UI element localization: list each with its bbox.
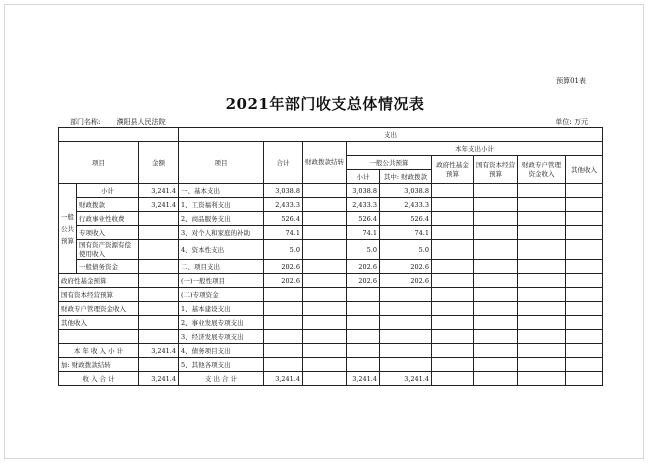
fiscal-special-cell xyxy=(518,212,566,226)
col-amount: 金额 xyxy=(139,142,179,184)
expense-item: 支 出 合 计 xyxy=(179,372,264,386)
general-fiscal: 526.4 xyxy=(380,212,432,226)
general-subtotal: 202.6 xyxy=(347,274,380,288)
fiscal-special-cell xyxy=(518,288,566,302)
expense-item: 4、资本性支出 xyxy=(179,240,264,260)
fiscal-special-cell xyxy=(518,316,566,330)
table-row xyxy=(59,226,603,240)
gov-fund-cell xyxy=(432,372,474,386)
fiscal-special-cell xyxy=(518,184,566,198)
fiscal-special-cell xyxy=(518,198,566,212)
general-fiscal xyxy=(380,288,432,302)
income-item: 其他收入 xyxy=(59,316,139,330)
expense-total xyxy=(264,330,303,344)
dept-label: 部门名称: xyxy=(70,118,101,126)
state-capital-cell xyxy=(474,274,518,288)
general-subtotal xyxy=(347,330,380,344)
fiscal-special-cell xyxy=(518,358,566,372)
fiscal-special-cell xyxy=(518,240,566,260)
expense-total: 3,038.8 xyxy=(264,184,303,198)
general-fiscal xyxy=(380,358,432,372)
state-capital-cell xyxy=(474,198,518,212)
income-item: 一般债务资金 xyxy=(77,260,139,274)
table-row xyxy=(59,316,603,330)
expense-item: 一、基本支出 xyxy=(179,184,264,198)
expense-item: 二、项目支出 xyxy=(179,260,264,274)
other-income-cell xyxy=(566,358,603,372)
state-capital-cell xyxy=(474,184,518,198)
general-subtotal xyxy=(347,344,380,358)
fiscal-special-cell xyxy=(518,226,566,240)
fiscal-transfer-cell xyxy=(303,288,347,302)
table-body xyxy=(59,184,603,386)
table-row xyxy=(59,274,603,288)
income-amount: 3,241.4 xyxy=(139,198,179,212)
col-total: 合计 xyxy=(264,142,303,184)
general-fiscal xyxy=(380,316,432,330)
col-item-out: 项目 xyxy=(179,142,264,184)
expense-item: (二)专项资金 xyxy=(179,288,264,302)
general-fiscal xyxy=(380,330,432,344)
col-sub-total: 小计 xyxy=(347,170,380,184)
expense-total xyxy=(264,316,303,330)
table-row xyxy=(59,240,603,260)
general-subtotal: 202.6 xyxy=(347,260,380,274)
col-gov-fund: 政府性基金预算 xyxy=(432,156,474,184)
general-fiscal xyxy=(380,302,432,316)
other-income-cell xyxy=(566,330,603,344)
general-fiscal: 3,241.4 xyxy=(380,372,432,386)
state-capital-cell xyxy=(474,344,518,358)
gov-fund-cell xyxy=(432,226,474,240)
expense-total xyxy=(264,358,303,372)
expense-total: 3,241.4 xyxy=(264,372,303,386)
expense-total xyxy=(264,344,303,358)
col-general-budget: 一般公共预算 xyxy=(347,156,432,170)
gov-fund-cell xyxy=(432,358,474,372)
expenditure-header: 支出 xyxy=(179,128,603,142)
table-row xyxy=(59,302,603,316)
state-capital-cell xyxy=(474,302,518,316)
income-item: 国有资产资源有偿使用收入 xyxy=(77,240,139,260)
gov-fund-cell xyxy=(432,302,474,316)
table-row xyxy=(59,212,603,226)
gov-fund-cell xyxy=(432,316,474,330)
general-subtotal xyxy=(347,302,380,316)
other-income-cell xyxy=(566,184,603,198)
col-item-in: 项目 xyxy=(59,142,139,184)
income-amount: 3,241.4 xyxy=(139,344,179,358)
income-item: 财政专户管理资金收入 xyxy=(59,302,139,316)
state-capital-cell xyxy=(474,372,518,386)
gov-fund-cell xyxy=(432,184,474,198)
income-item: 收 入 合 计 xyxy=(59,372,139,386)
general-subtotal: 74.1 xyxy=(347,226,380,240)
income-amount xyxy=(139,330,179,344)
unit-label: 单位: 万元 xyxy=(555,118,588,126)
expense-item: 5、其他各项支出 xyxy=(179,358,264,372)
gov-fund-cell xyxy=(432,274,474,288)
income-amount xyxy=(139,240,179,260)
fiscal-special-cell xyxy=(518,330,566,344)
other-income-cell xyxy=(566,288,603,302)
income-amount xyxy=(139,212,179,226)
other-income-cell xyxy=(566,198,603,212)
fiscal-transfer-cell xyxy=(303,260,347,274)
expense-item: 4、债务项目支出 xyxy=(179,344,264,358)
table-row xyxy=(59,372,603,386)
income-amount xyxy=(139,302,179,316)
other-income-cell xyxy=(566,316,603,330)
gov-fund-cell xyxy=(432,240,474,260)
general-subtotal: 526.4 xyxy=(347,212,380,226)
form-code: 预算01表 xyxy=(556,77,586,85)
state-capital-cell xyxy=(474,240,518,260)
income-item: 政府性基金预算 xyxy=(59,274,139,288)
expense-item: 2、商品服务支出 xyxy=(179,212,264,226)
gov-fund-cell xyxy=(432,260,474,274)
side-label-general-budget: 一般公共预算 xyxy=(59,184,77,274)
table-row xyxy=(59,330,603,344)
gov-fund-cell xyxy=(432,198,474,212)
fiscal-transfer-cell xyxy=(303,372,347,386)
gov-fund-cell xyxy=(432,330,474,344)
col-xiaoji-group: 本年支出小计 xyxy=(347,142,603,156)
expense-item: 2、事业发展专项支出 xyxy=(179,316,264,330)
fiscal-special-cell xyxy=(518,274,566,288)
fiscal-special-cell xyxy=(518,260,566,274)
table-row xyxy=(59,198,603,212)
expense-item: 1、基本建设支出 xyxy=(179,302,264,316)
col-other-income: 其他收入 xyxy=(566,156,603,184)
general-fiscal xyxy=(380,344,432,358)
income-amount xyxy=(139,316,179,330)
col-fiscal-special: 财政专户管理资金收入 xyxy=(518,156,566,184)
income-item: 加: 财政拨款结转 xyxy=(59,358,139,372)
other-income-cell xyxy=(566,344,603,358)
dept-line xyxy=(70,117,180,127)
page-title: 2021年部门收支总体情况表 xyxy=(225,95,425,113)
state-capital-cell xyxy=(474,288,518,302)
general-fiscal: 74.1 xyxy=(380,226,432,240)
fiscal-transfer-cell xyxy=(303,358,347,372)
income-item: 行政事业性收费 xyxy=(77,212,139,226)
expense-item: (一)一般性项目 xyxy=(179,274,264,288)
general-subtotal: 3,241.4 xyxy=(347,372,380,386)
state-capital-cell xyxy=(474,330,518,344)
fiscal-transfer-cell xyxy=(303,212,347,226)
other-income-cell xyxy=(566,302,603,316)
general-fiscal: 3,038.8 xyxy=(380,184,432,198)
fiscal-transfer-cell xyxy=(303,226,347,240)
other-income-cell xyxy=(566,372,603,386)
table-row xyxy=(59,344,603,358)
expense-total: 526.4 xyxy=(264,212,303,226)
general-fiscal: 2,433.3 xyxy=(380,198,432,212)
income-amount xyxy=(139,274,179,288)
expense-total: 5.0 xyxy=(264,240,303,260)
income-amount xyxy=(139,288,179,302)
fiscal-transfer-cell xyxy=(303,240,347,260)
general-subtotal xyxy=(347,316,380,330)
general-subtotal: 3,038.8 xyxy=(347,184,380,198)
col-state-capital: 国有资本经营预算 xyxy=(474,156,518,184)
fiscal-special-cell xyxy=(518,372,566,386)
income-item xyxy=(59,330,139,344)
fiscal-transfer-cell xyxy=(303,330,347,344)
fiscal-transfer-cell xyxy=(303,274,347,288)
fiscal-transfer-cell xyxy=(303,316,347,330)
fiscal-transfer-cell xyxy=(303,302,347,316)
fiscal-special-cell xyxy=(518,344,566,358)
expense-item: 3、对个人和家庭的补助 xyxy=(179,226,264,240)
other-income-cell xyxy=(566,260,603,274)
budget-table xyxy=(58,127,603,386)
table-row xyxy=(59,184,603,198)
income-item: 专项收入 xyxy=(77,226,139,240)
state-capital-cell xyxy=(474,260,518,274)
state-capital-cell xyxy=(474,316,518,330)
income-item: 国有资本经营预算 xyxy=(59,288,139,302)
header-row-1 xyxy=(59,128,603,142)
expense-item: 3、经济发展专项支出 xyxy=(179,330,264,344)
table-row xyxy=(59,260,603,274)
expense-total xyxy=(264,288,303,302)
col-sub-fiscal: 其中: 财政拨款 xyxy=(380,170,432,184)
expense-item: 1、工资福利支出 xyxy=(179,198,264,212)
expense-total: 202.6 xyxy=(264,274,303,288)
general-fiscal: 5.0 xyxy=(380,240,432,260)
fiscal-transfer-cell xyxy=(303,184,347,198)
income-amount: 3,241.4 xyxy=(139,184,179,198)
income-item: 财政拨款 xyxy=(77,198,139,212)
other-income-cell xyxy=(566,226,603,240)
general-subtotal xyxy=(347,288,380,302)
expense-total: 202.6 xyxy=(264,260,303,274)
state-capital-cell xyxy=(474,358,518,372)
expense-total: 74.1 xyxy=(264,226,303,240)
table-row xyxy=(59,288,603,302)
income-amount xyxy=(139,226,179,240)
gov-fund-cell xyxy=(432,212,474,226)
fiscal-transfer-cell xyxy=(303,344,347,358)
header-row-2 xyxy=(59,142,603,156)
general-subtotal xyxy=(347,358,380,372)
gov-fund-cell xyxy=(432,288,474,302)
income-amount xyxy=(139,260,179,274)
col-fiscal-transfer: 财政拨款结转 xyxy=(303,142,347,184)
income-amount: 3,241.4 xyxy=(139,372,179,386)
income-amount xyxy=(139,358,179,372)
table-row xyxy=(59,358,603,372)
other-income-cell xyxy=(566,240,603,260)
dept-name: 濮阳县人民法院 xyxy=(116,118,166,126)
expense-total: 2,433.3 xyxy=(264,198,303,212)
state-capital-cell xyxy=(474,226,518,240)
general-subtotal: 5.0 xyxy=(347,240,380,260)
fiscal-transfer-cell xyxy=(303,198,347,212)
income-item: 小计 xyxy=(77,184,139,198)
other-income-cell xyxy=(566,212,603,226)
expense-total xyxy=(264,302,303,316)
income-header-blank xyxy=(59,128,179,142)
general-fiscal: 202.6 xyxy=(380,260,432,274)
general-subtotal: 2,433.3 xyxy=(347,198,380,212)
gov-fund-cell xyxy=(432,344,474,358)
fiscal-special-cell xyxy=(518,302,566,316)
income-item: 本 年 收 入 小 计 xyxy=(59,344,139,358)
general-fiscal: 202.6 xyxy=(380,274,432,288)
state-capital-cell xyxy=(474,212,518,226)
other-income-cell xyxy=(566,274,603,288)
